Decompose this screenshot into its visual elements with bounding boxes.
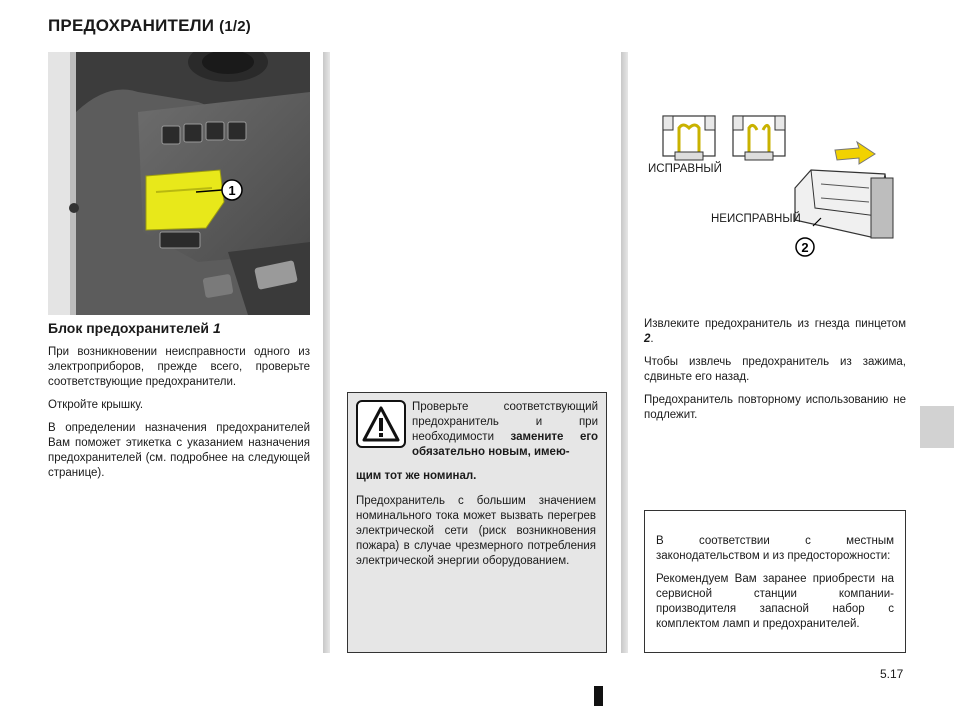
chapter-tab xyxy=(920,406,954,448)
fuse-puller-icon xyxy=(795,170,893,238)
warning-text xyxy=(412,400,598,460)
fuse-callout: 2 xyxy=(801,240,809,255)
warning-text-bold-a: замените его обязательно новым, имею- xyxy=(412,431,598,458)
warning-box xyxy=(347,392,607,653)
photo-callout: 1 xyxy=(228,183,236,198)
note-paragraph: В соответствии с местным законодательством и из предосторожности: xyxy=(656,535,894,562)
page-title xyxy=(48,16,251,36)
paragraph-text: Извлеките предохранитель из гнезда пинцетом xyxy=(644,318,906,330)
paragraph xyxy=(644,317,906,347)
fuse-illustration xyxy=(645,108,905,268)
column-divider xyxy=(621,52,628,653)
fuse-box-illustration xyxy=(48,52,310,315)
warning-text-a: Проверьте соответствующий предохранитель и при необходимости xyxy=(412,401,598,443)
paragraph: В определении назначения предохранителей Вам поможет этикетка с указанием назначения предохранителей (см. подробнее на следующей странице). xyxy=(48,422,310,479)
paragraph: Откройте крышку. xyxy=(48,399,144,411)
page-number: 5.17 xyxy=(880,667,904,681)
heading-text: Блок предохранителей xyxy=(48,320,210,336)
column-divider xyxy=(323,52,330,653)
fuse-box-photo xyxy=(48,52,310,315)
page-title-text: ПРЕДОХРАНИТЕЛИ xyxy=(48,16,215,35)
warning-text-bold-b: щим тот же номинал. xyxy=(356,470,477,482)
note-box xyxy=(644,510,906,653)
right-column-text xyxy=(644,317,906,431)
warning-text-second: Предохранитель с большим значением номинального тока может вызвать перегрев электрической сети (риск возникновения пожара) в случае чрезмерного потребления электрической энергии оборудованием. xyxy=(356,495,596,567)
bad-fuse-icon xyxy=(733,116,785,160)
note-paragraph: Рекомендуем Вам заранее приобрести на сервисной станции компании-производителя запасной набор с комплектом ламп и предохранителей. xyxy=(656,573,894,630)
paragraph: Предохранитель повторному использованию не подлежит. xyxy=(644,394,906,421)
warning-triangle-icon xyxy=(356,400,406,448)
paragraph-num: 2 xyxy=(644,333,651,345)
good-fuse-icon xyxy=(663,116,715,160)
label-bad: НЕИСПРАВНЫЙ xyxy=(711,213,801,225)
left-column-text xyxy=(48,345,310,489)
paragraph: Чтобы извлечь предохранитель из зажима, сдвиньте его назад. xyxy=(644,356,906,383)
paragraph: При возникновении неисправности одного из электроприборов, прежде всего, проверьте соответствующие предохранители. xyxy=(48,346,310,388)
label-good: ИСПРАВНЫЙ xyxy=(648,163,722,175)
paragraph-end: . xyxy=(650,333,654,345)
page-part: (1/2) xyxy=(219,18,251,35)
section-heading xyxy=(48,320,221,336)
page-marker xyxy=(594,686,603,706)
heading-number: 1 xyxy=(212,320,221,336)
fuse-diagram xyxy=(645,108,905,268)
